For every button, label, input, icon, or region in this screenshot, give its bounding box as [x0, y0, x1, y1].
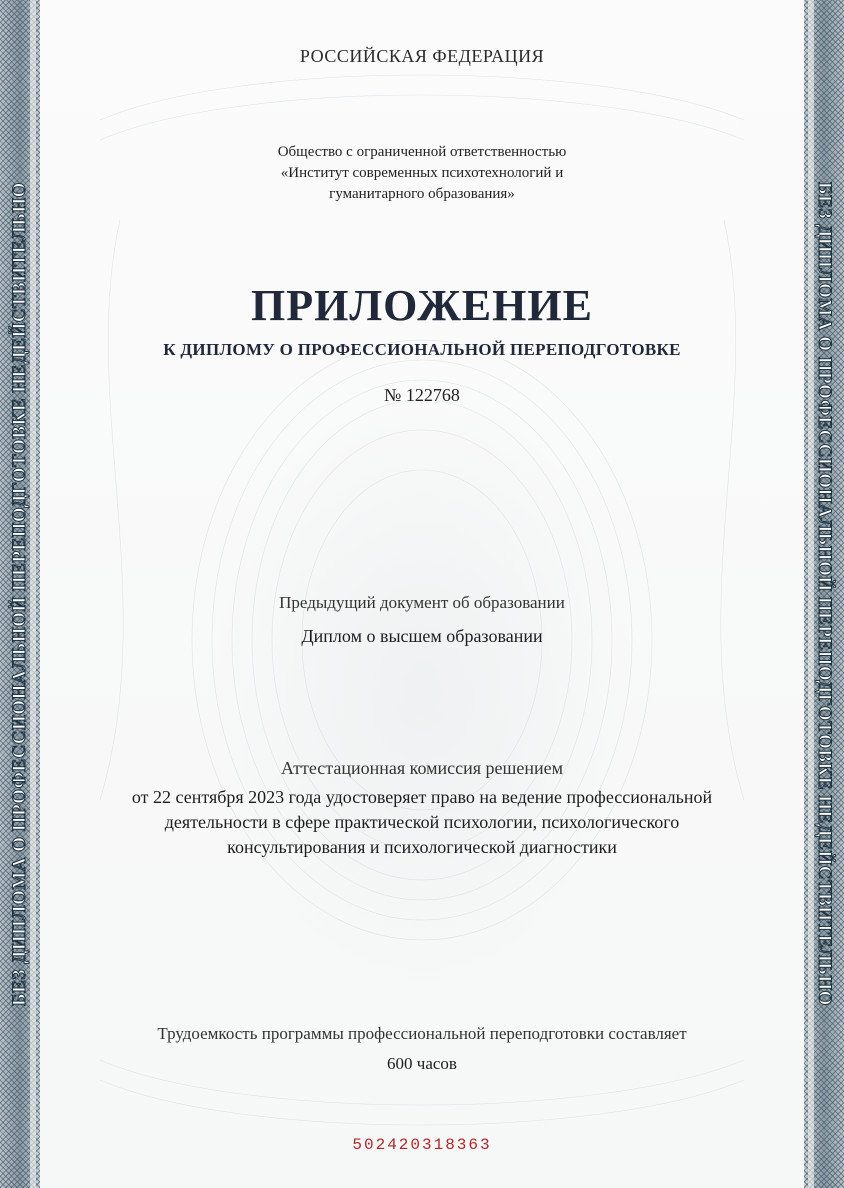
- attestation-line: консультирования и психологической диагностики: [227, 837, 617, 857]
- document-title: ПРИЛОЖЕНИЕ: [251, 281, 593, 330]
- document-number: № 122768: [384, 385, 460, 405]
- organization-name: [60, 142, 784, 205]
- document-subtitle: К ДИПЛОМУ О ПРОФЕССИОНАЛЬНОЙ ПЕРЕПОДГОТОВКЕ: [163, 340, 681, 359]
- program-workload-hours: 600 часов: [387, 1054, 457, 1073]
- attestation-text: [80, 785, 764, 860]
- security-border-left-text: БЕЗ ДИПЛОМА О ПРОФЕССИОНАЛЬНОЙ ПЕРЕПОДГОТОВКЕ НЕДЕЙСТВИТЕЛЬНО: [9, 182, 30, 1006]
- program-workload-text: Трудоемкость программы профессиональной переподготовки составляет: [157, 1024, 687, 1043]
- attestation-heading: Аттестационная комиссия решением: [280, 758, 564, 778]
- security-border-left: [0, 0, 40, 1188]
- serial-number: 502420318363: [352, 1136, 492, 1154]
- country-heading: РОССИЙСКАЯ ФЕДЕРАЦИЯ: [299, 46, 545, 66]
- security-border-right-text: БЕЗ ДИПЛОМА О ПРОФЕССИОНАЛЬНОЙ ПЕРЕПОДГОТОВКЕ НЕДЕЙСТВИТЕЛЬНО: [814, 182, 835, 1006]
- previous-document-value: Диплом о высшем образовании: [301, 626, 543, 646]
- previous-document-label: Предыдущий документ об образовании: [279, 593, 565, 612]
- security-border-right: [804, 0, 844, 1188]
- organization-line: Общество с ограниченной ответственностью: [277, 144, 567, 160]
- organization-line: «Институт современных психотехнологий и: [280, 165, 564, 181]
- attestation-line: от 22 сентября 2023 года удостоверяет право на ведение профессиональной: [131, 787, 713, 807]
- attestation-line: деятельности в сфере практической психологии, психологического: [164, 812, 680, 832]
- organization-line: гуманитарного образования»: [329, 186, 515, 202]
